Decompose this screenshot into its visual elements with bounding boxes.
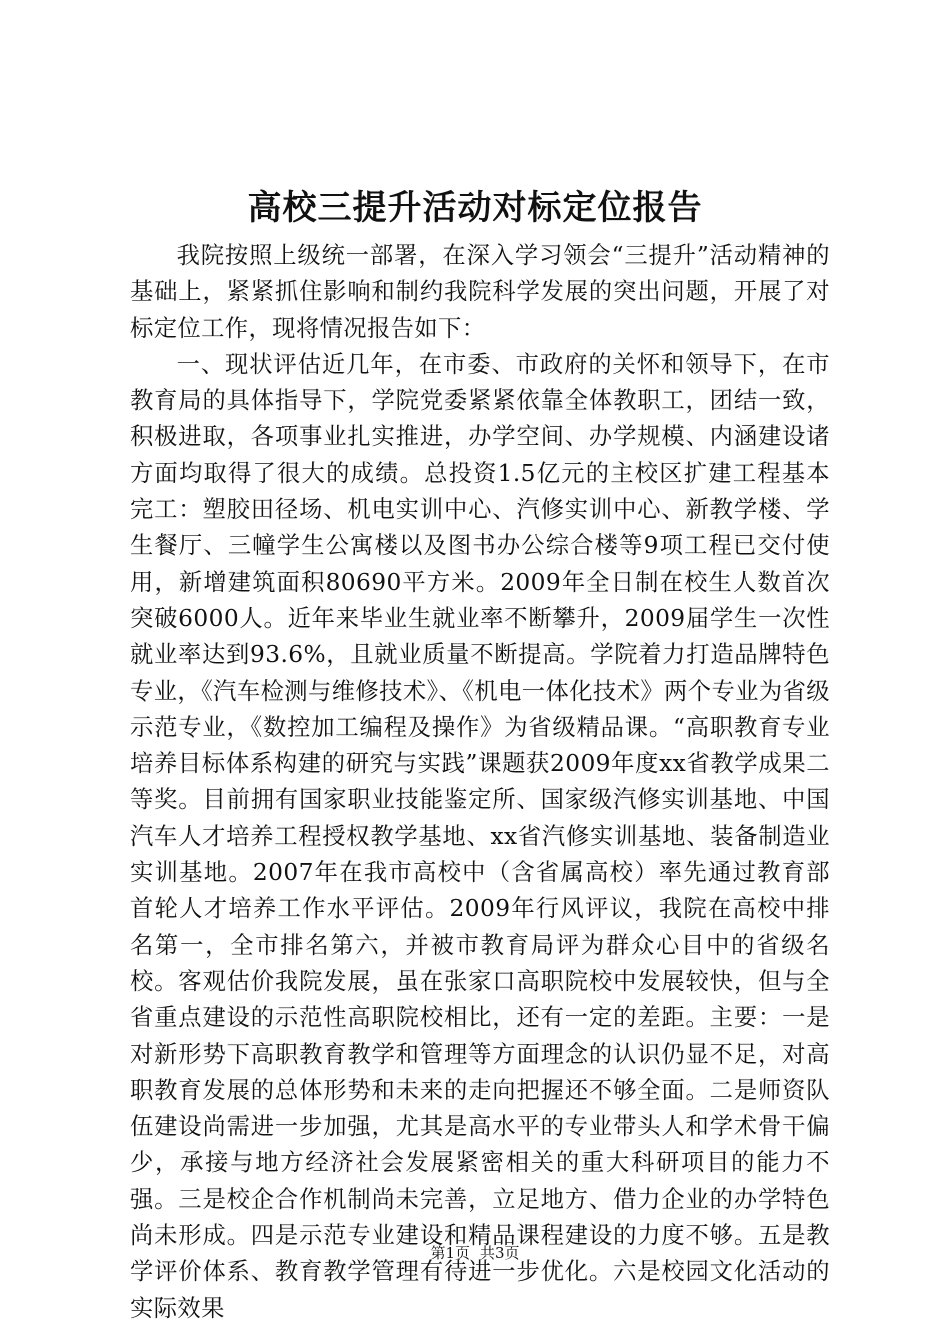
document-title: 高校三提升活动对标定位报告 [247, 188, 703, 228]
body-paragraph-intro: 我院按照上级统一部署，在深入学习领会“三提升”活动精神的基础上，紧紧抓住影响和制约我院科学发展的突出问题，开展了对标定位工作，现将情况报告如下： [130, 242, 830, 342]
body-paragraph-status: 一、现状评估近几年，在市委、市政府的关怀和领导下，在市教育局的具体指导下，学院党委紧紧依靠全体教职工，团结一致，积极进取，各项事业扎实推进，办学空间、办学规模、内涵建设诸方面均取得了很大的成绩。总投资1.5亿元的主校区扩建工程基本完工：塑胶田径场、机电实训中心、汽修实训中心、新教学楼、学生餐厅、三幢学生公寓楼以及图书办公综合楼等9项工程已交付使用，新增建筑面积80690平方米。2009年全日制在校生人数首次突破6000人。近年来毕业生就业率不断攀升，2009届学生一次性就业率达到93.6%，且就业质量不断提高。学院着力打造品牌特色专业，《汽车检测与维修技术》、《机电一体化技术》两个专业为省级示范专业，《数控加工编程及操作》为省级精品课。“高职教育专业培养目标体系构建的研究与实践”课题获2009年度xx省教学成果二等奖。目前拥有国家职业技能鉴定所、国家级汽修实训基地、中国汽车人才培养工程授权教学基地、xx省汽修实训基地、装备制造业实训基地。2007年在我市高校中（含省属高校）率先通过教育部首轮人才培养工作水平评估。2009年行风评议，我院在高校中排名第一，全市排名第六，并被市教育局评为群众心目中的省级名校。客观估价我院发展，虽在张家口高职院校中发展较快，但与全省重点建设的示范性高职院校相比，还有一定的差距。主要：一是对新形势下高职教育教学和管理等方面理念的认识仍显不足，对高职教育发展的总体形势和未来的走向把握还不够全面。二是师资队伍建设尚需进一步加强，尤其是高水平的专业带头人和学术骨干偏少，承接与地方经济社会发展紧密相关的重大科研项目的能力不强。三是校企合作机制尚未完善，立足地方、借力企业的办学特色尚未形成。四是示范专业建设和精品课程建设的力度不够。五是教学评价体系、教育教学管理有待进一步优化。六是校园文化活动的实际效果 [130, 350, 830, 1322]
document-body [130, 238, 830, 1327]
page-footer [0, 1242, 950, 1264]
page-total: 共3页 [480, 1244, 520, 1262]
page-number: 第1页 [430, 1244, 470, 1262]
